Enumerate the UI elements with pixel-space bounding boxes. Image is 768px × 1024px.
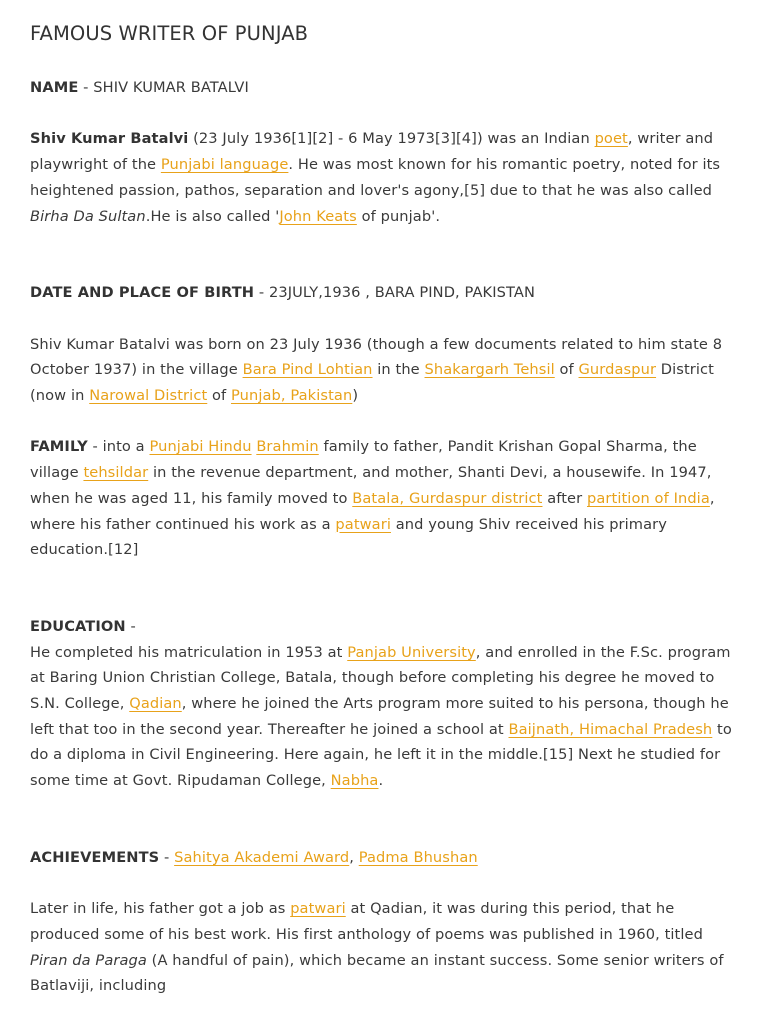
link-padma-bhushan[interactable]: Padma Bhushan	[358, 848, 478, 866]
text: District (now in	[30, 361, 715, 404]
text: in the revenue department, and mother, Shanti Devi, a housewife. In 1947, when he was aged 11, his family moved to	[30, 464, 712, 507]
text: (23 July 1936[1][2] - 6 May 1973[3][4]) was an Indian	[188, 130, 595, 148]
birth-label: DATE AND PLACE OF BIRTH	[30, 284, 255, 302]
achievements-label: ACHIEVEMENTS	[30, 848, 160, 866]
family-paragraph	[30, 434, 738, 563]
text: after	[542, 489, 587, 507]
text: to do a diploma in Civil Engineering. Here again, he left it in the middle.[15] Next he studied for some time at Govt. Ripudaman College,	[30, 720, 732, 790]
link-john-keats[interactable]: John Keats	[279, 207, 357, 225]
text: , writer and playwright of the	[30, 130, 714, 174]
intro-paragraph	[30, 126, 738, 229]
link-patwari[interactable]: patwari	[335, 515, 391, 533]
text: .He is also called '	[145, 207, 280, 225]
text: , where his father continued his work as a	[30, 489, 715, 533]
birth-paragraph	[30, 332, 738, 409]
education-heading: EDUCATION -	[30, 617, 136, 635]
link-brahmin[interactable]: Brahmin	[256, 438, 319, 456]
link-tehsildar[interactable]: tehsildar	[83, 464, 149, 482]
text: .	[378, 772, 384, 790]
intro-bold-name: Shiv Kumar Batalvi	[30, 130, 189, 148]
text: )	[352, 387, 359, 404]
name-line: NAME - SHIV KUMAR BATALVI	[30, 79, 249, 96]
birth-value: 23JULY,1936 , BARA PIND, PAKISTAN	[268, 284, 535, 302]
link-qadian[interactable]: Qadian	[129, 695, 182, 713]
text: at Qadian, it was during this period, that he produced some of his best work. His first anthology of poems was published in 1960, titled	[30, 900, 703, 943]
piran-da-paraga: Piran da Paraga	[30, 951, 147, 969]
text: , and enrolled in the F.Sc. program at Baring Union Christian College, Batala, though before completing his degree he moved to S.N. College,	[30, 643, 731, 713]
page-title: FAMOUS WRITER OF PUNJAB	[30, 22, 309, 45]
link-sahitya-akademi-award[interactable]: Sahitya Akademi Award	[174, 848, 350, 866]
link-bara-pind-lohtian[interactable]: Bara Pind Lohtian	[242, 361, 373, 379]
link-shakargarh-tehsil[interactable]: Shakargarh Tehsil	[424, 361, 555, 379]
text: of	[207, 387, 232, 404]
link-batala-gurdaspur-district[interactable]: Batala, Gurdaspur district	[352, 489, 543, 507]
link-nabha[interactable]: Nabha	[330, 772, 379, 790]
later-paragraph	[30, 896, 738, 999]
family-label: FAMILY	[30, 438, 88, 456]
link-baijnath-himachal-pradesh[interactable]: Baijnath, Himachal Pradesh	[508, 720, 713, 738]
link-narowal-district[interactable]: Narowal District	[89, 387, 208, 404]
text: . He was most known for his romantic poetry, noted for its heightened passion, pathos, separation and lover's agony,[5] due to that he was also called	[30, 156, 721, 199]
link-poet[interactable]: poet	[594, 130, 628, 148]
text: (A handful of pain), which became an instant success. Some senior writers of Batlaviji, including	[30, 951, 724, 995]
education-paragraph	[30, 640, 738, 794]
text: of punjab'.	[356, 207, 441, 225]
name-value: SHIV KUMAR BATALVI	[93, 79, 249, 96]
link-panjab-university[interactable]: Panjab University	[347, 643, 476, 661]
link-punjab-pakistan[interactable]: Punjab, Pakistan	[231, 387, 353, 404]
text: in the	[372, 361, 425, 379]
link-gurdaspur[interactable]: Gurdaspur	[578, 361, 657, 379]
text: Later in life, his father got a job as	[30, 900, 291, 918]
birha-da-sultan: Birha Da Sultan	[30, 207, 146, 225]
text: and young Shiv received his primary education.[12]	[30, 515, 668, 559]
achievements-line: ACHIEVEMENTS - Sahitya Akademi Award, Padma Bhushan	[30, 848, 478, 866]
link-patwari-2[interactable]: patwari	[290, 900, 346, 918]
education-label: EDUCATION	[30, 617, 126, 635]
link-punjabi-hindu[interactable]: Punjabi Hindu	[149, 438, 252, 456]
link-partition-of-india[interactable]: partition of India	[586, 489, 710, 507]
text: family to father, Pandit Krishan Gopal Sharma, the village	[30, 438, 697, 482]
link-punjabi-language[interactable]: Punjabi language	[160, 156, 289, 174]
name-label: NAME	[30, 79, 79, 96]
text: Shiv Kumar Batalvi was born on 23 July 1936 (though a few documents related to him state 8 October 1937) in the village	[30, 335, 723, 379]
text: He completed his matriculation in 1953 at	[30, 643, 348, 661]
text: of	[554, 361, 579, 379]
text: - into a	[87, 438, 150, 456]
text: , where he joined the Arts program more suited to his persona, though he left that too in the second year. Thereafter he joined a school at	[30, 695, 729, 738]
birth-line: DATE AND PLACE OF BIRTH - 23JULY,1936 , BARA PIND, PAKISTAN	[30, 284, 535, 302]
